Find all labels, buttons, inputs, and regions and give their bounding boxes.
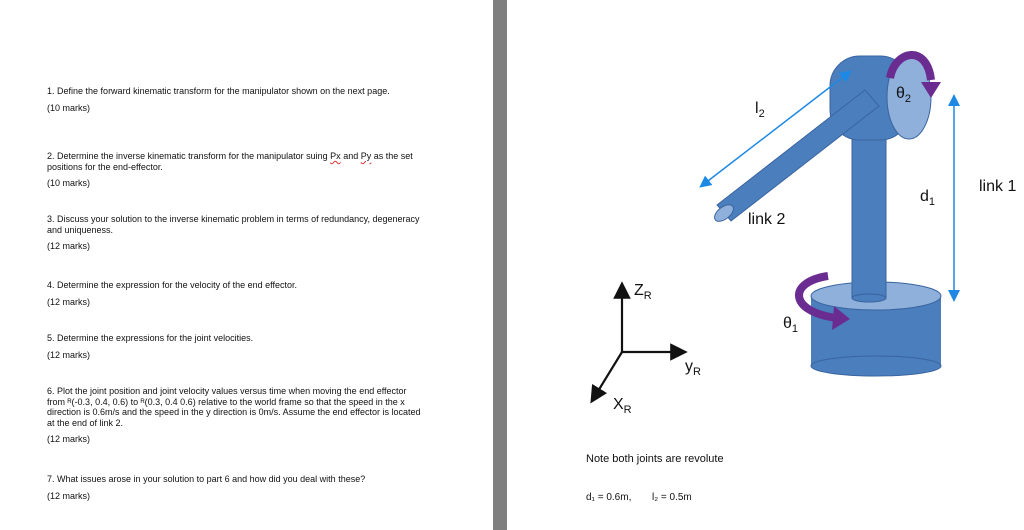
- link-2-label: link 2: [748, 211, 786, 228]
- page-divider: [493, 0, 507, 530]
- zr-label: $Z_R$: [634, 282, 652, 303]
- question-7: 7. What issues arose in your solution to part 6 and how did you deal with these? (12 marks): [47, 474, 422, 501]
- question-1-marks: (10 marks): [47, 102, 91, 113]
- d1-label: $d_1$: [920, 188, 936, 209]
- link-1-label: link 1: [979, 178, 1017, 195]
- link-1-column: [852, 124, 886, 302]
- yr-label: $y_R$: [685, 358, 701, 379]
- spelling-mark-py: Py: [360, 151, 372, 161]
- question-2: 2. Determine the inverse kinematic transform for the manipulator suing Px and Py as the set positions for the end-effector. (10 marks): [47, 151, 422, 189]
- left-page: [0, 0, 493, 530]
- question-5-marks: (12 marks): [47, 349, 91, 360]
- right-page: [507, 0, 1024, 530]
- question-4: 4. Determine the expression for the velocity of the end effector. (12 marks): [47, 280, 422, 307]
- spelling-mark-px: Px: [330, 151, 341, 161]
- reference-frame: [595, 290, 679, 396]
- xr-label: $X_R$: [613, 396, 632, 417]
- revolute-note: Note both joints are revolute: [586, 453, 724, 465]
- question-2-marks: (10 marks): [47, 178, 91, 188]
- question-3: 3. Discuss your solution to the inverse kinematic problem in terms of redundancy, degeneracy and uniqueness. (12 marks): [47, 214, 422, 252]
- l2-label: $l_2$: [755, 100, 765, 121]
- theta2-label: $\theta_2$: [896, 85, 912, 106]
- question-6: 6. Plot the joint position and joint velocity values versus time when moving the end effector from ᴿ(-0.3, 0.4, 0.6) to ᴿ(0.3, 0.4 0.6) relative to the world frame so that the speed in the x direction is 0.6m/s and the speed in the y direction is 0m/s. Assume the end effector is located at the end of link 2. (12 marks): [47, 386, 421, 444]
- question-5: 5. Determine the expressions for the joint velocities. (12 marks): [47, 333, 422, 360]
- question-1: 1. Define the forward kinematic transform for the manipulator shown on the next page. (10 marks): [47, 86, 422, 113]
- dimensions-l2: l₂ = 0.5m: [652, 492, 692, 503]
- manipulator-diagram: [507, 0, 1024, 530]
- question-7-marks: (12 marks): [47, 490, 91, 501]
- question-4-marks: (12 marks): [47, 296, 91, 307]
- theta1-label: $\theta_1$: [783, 315, 799, 336]
- question-3-marks: (12 marks): [47, 241, 91, 251]
- dimensions-d1: d₁ = 0.6m,: [586, 492, 632, 503]
- question-6-marks: (12 marks): [47, 434, 91, 444]
- x-axis: [595, 352, 622, 396]
